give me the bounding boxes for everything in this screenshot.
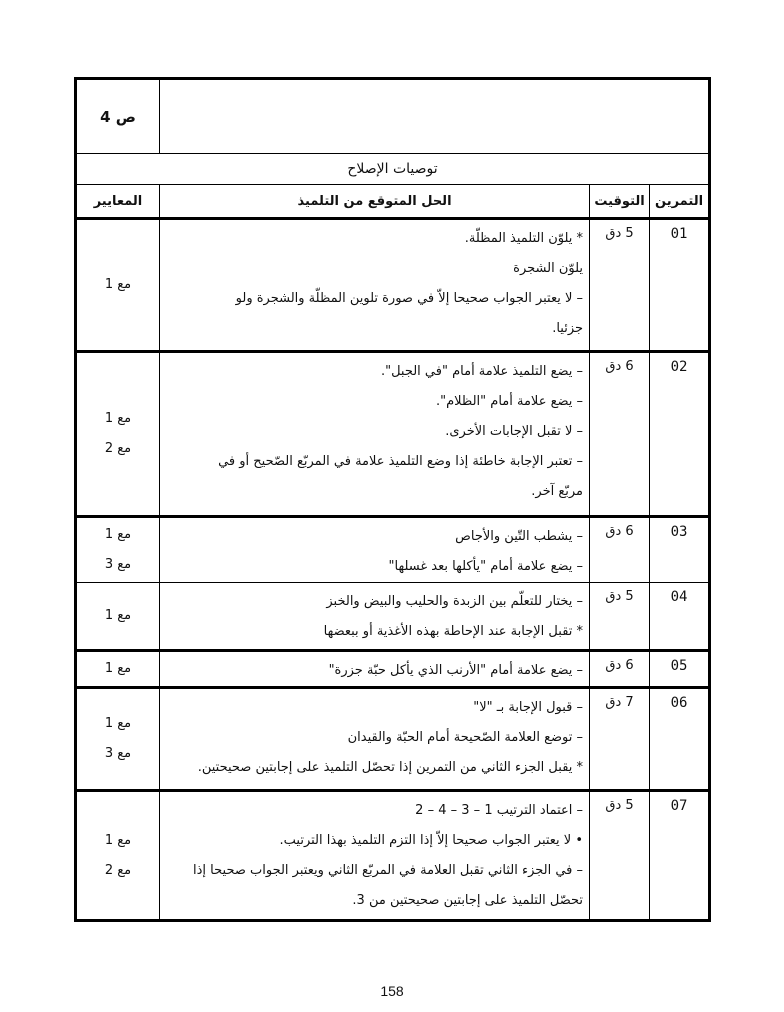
- page-number: 158: [380, 983, 404, 999]
- answer-line: – قبول الإجابة بـ "لا": [473, 700, 584, 715]
- header-row: [76, 79, 710, 154]
- timing-value: 7 دق: [590, 688, 650, 791]
- col-header-answer: الحل المتوقع من التلميذ: [160, 185, 590, 219]
- exercise-number: 04: [650, 583, 710, 651]
- answer-line: * تقبل الإجابة عند الإحاطة بهذه الأغذية أو ببعضها: [323, 624, 584, 639]
- col-header-exercise: التمرين: [650, 185, 710, 219]
- table-row: [76, 352, 710, 517]
- criterion: مع 1: [104, 832, 132, 848]
- exercise-number: 01: [650, 219, 710, 352]
- answer-line: مربّع آخر.: [531, 484, 584, 499]
- answer-line: – في الجزء الثاني تقبل العلامة في المربّع الثاني ويعتبر الجواب صحيحا إذا: [193, 863, 584, 878]
- criterion: مع 2: [104, 862, 132, 878]
- exercise-number: 02: [650, 352, 710, 517]
- criteria-cell: [76, 651, 160, 688]
- answer-line: * يقبل الجزء الثاني من التمرين إذا تحصّل التلميذ على إجابتين صحيحتين.: [197, 760, 584, 775]
- table-row: [76, 651, 710, 688]
- timing-value: 5 دق: [590, 791, 650, 921]
- page-label: ص 4: [76, 79, 160, 154]
- criteria-cell: [76, 688, 160, 791]
- answer-line: يلوّن الشجرة: [513, 261, 584, 276]
- answer-line: * يلوّن التلميذ المظلّة.: [464, 231, 584, 246]
- criterion: مع 3: [104, 557, 132, 572]
- title-row: [76, 154, 710, 185]
- answer-line: – لا يعتبر الجواب صحيحا إلاّ في صورة تلوين المظلّة والشجرة ولو: [235, 291, 584, 306]
- criterion: مع 1: [104, 527, 132, 542]
- answer-line: – تعتبر الإجابة خاطئة إذا وضع التلميذ علامة في المربّع الصّحيح أو في: [218, 454, 584, 469]
- expected-answer: [160, 688, 590, 791]
- col-header-criteria: المعايير: [76, 185, 160, 219]
- answer-line: – اعتماد الترتيب 1 – 3 – 4 – 2: [415, 803, 584, 818]
- answer-line: – يضع التلميذ علامة أمام "في الجبل".: [380, 364, 584, 379]
- timing-value: 5 دق: [590, 583, 650, 651]
- col-header-timing: التوقيت: [590, 185, 650, 219]
- answer-line: – يختار للتعلّم بين الزبدة والحليب والبيض والخبز: [326, 594, 584, 609]
- expected-answer: [160, 651, 590, 688]
- answer-line: – يضع علامة أمام "الأرنب الذي يأكل حبّة جزرة": [328, 663, 584, 678]
- timing-value: 6 دق: [590, 517, 650, 583]
- timing-value: 5 دق: [590, 219, 650, 352]
- criterion: مع 1: [104, 277, 132, 292]
- criteria-cell: [76, 583, 160, 651]
- column-header-row: [76, 185, 710, 219]
- exercise-number: 05: [650, 651, 710, 688]
- criteria-cell: [76, 791, 160, 921]
- answer-line: • لا يعتبر الجواب صحيحا إلاّ إذا التزم التلميذ بهذا الترتيب.: [279, 833, 584, 848]
- criterion: مع 2: [104, 441, 132, 456]
- table-row: [76, 791, 710, 921]
- criterion: مع 1: [104, 661, 132, 676]
- answer-line: – لا تقبل الإجابات الأخرى.: [445, 424, 584, 439]
- answer-line: – يضع علامة أمام "يأكلها بعد غسلها": [388, 559, 584, 574]
- exercise-number: 06: [650, 688, 710, 791]
- answer-line: جزئيا.: [552, 321, 584, 336]
- criterion: مع 1: [104, 411, 132, 426]
- section-title: توصيات الإصلاح: [76, 154, 710, 185]
- table-row: [76, 219, 710, 352]
- answer-line: – يضع علامة أمام "الظلام".: [436, 394, 584, 409]
- table-row: [76, 688, 710, 791]
- answer-line: تحصّل التلميذ على إجابتين صحيحتين من 3.: [352, 893, 584, 908]
- exercise-number: 07: [650, 791, 710, 921]
- timing-value: 6 دق: [590, 651, 650, 688]
- expected-answer: [160, 352, 590, 517]
- criterion: مع 1: [104, 608, 132, 623]
- criteria-cell: [76, 517, 160, 583]
- correction-table: [74, 77, 711, 922]
- exercise-number: 03: [650, 517, 710, 583]
- answer-line: – يشطب التّين والأجاص: [455, 529, 584, 544]
- expected-answer: [160, 791, 590, 921]
- timing-value: 6 دق: [590, 352, 650, 517]
- expected-answer: [160, 517, 590, 583]
- table-row: [76, 583, 710, 651]
- criterion: مع 1: [104, 716, 132, 731]
- table-row: [76, 517, 710, 583]
- answer-line: – توضع العلامة الصّحيحة أمام الحبّة والقيدان: [347, 730, 584, 745]
- expected-answer: [160, 219, 590, 352]
- header-empty-box: [160, 79, 710, 154]
- criterion: مع 3: [104, 746, 132, 761]
- expected-answer: [160, 583, 590, 651]
- criteria-cell: [76, 352, 160, 517]
- criteria-cell: [76, 219, 160, 352]
